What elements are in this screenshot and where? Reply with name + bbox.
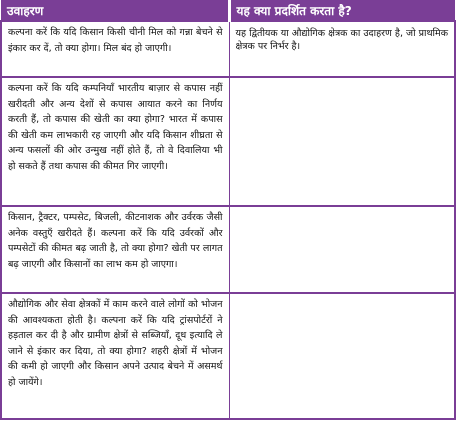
- example-cell: कल्पना करें कि यदि कम्पनियाँ भारतीय बाज़ार से कपास नहीं खरीदती और अन्य देशों से कपास आयात करने का निर्णय करती हैं, तो कपास की खेती का क्या होगा? भारत में कपास की खेती कम लाभकारी रह जाएगी और यदि किसान शीघ्रता से अन्य फसलों की ओर उन्मुख नहीं होते हैं, तो वे दिवालिया भी हो सकते हैं तथा कपास की कीमत गिर जाएगी।: [1, 77, 229, 206]
- shows-cell: [229, 77, 455, 206]
- header-example: उवाहरण: [1, 0, 229, 21]
- table-row: [1, 77, 455, 206]
- shows-cell: [229, 293, 455, 419]
- table-row: [1, 206, 455, 293]
- shows-cell: [229, 206, 455, 293]
- example-cell: किसान, ट्रैक्टर, पम्पसेट, बिजली, कीटनाशक और उर्वरक जैसी अनेक वस्तुएँ खरीदते हैं। कल्पना करें कि यदि उर्वरकों और पम्पसेटों की कीमत बढ़ जाती है, तो क्या होगा? खेती पर लागत बढ़ जाएगी और किसानों का लाभ कम हो जाएगा।: [1, 206, 229, 293]
- example-cell: औद्योगिक और सेवा क्षेत्रकों में काम करने वाले लोगों को भोजन की आवश्यकता होती है। कल्पना करें कि यदि ट्रांसपोर्टरों ने हड़ताल कर दी है और ग्रामीण क्षेत्रों से सब्जियाँ, दूध इत्यादि ले जाने से इंकार कर दिया, तो क्या होगा? शहरी क्षेत्रों में भोजन की कमी हो जाएगी और किसान अपने उत्पाद बेचने में असमर्थ हो जायेंगे।: [1, 293, 229, 419]
- shows-cell: यह द्वितीयक या औद्योगिक क्षेत्रक का उदाहरण है, जो प्राथमिक क्षेत्रक पर निर्भर है।: [229, 21, 455, 77]
- table-row: [1, 293, 455, 419]
- table-row: [1, 21, 455, 77]
- example-cell: कल्पना करें कि यदि किसान किसी चीनी मिल को गन्ना बेचने से इंकार कर दें, तो क्या होगा। मिल बंद हो जाएगी।: [1, 21, 229, 77]
- table-header-row: [1, 0, 455, 21]
- header-what-it-shows: यह क्या प्रदर्शित करता है?: [229, 0, 455, 21]
